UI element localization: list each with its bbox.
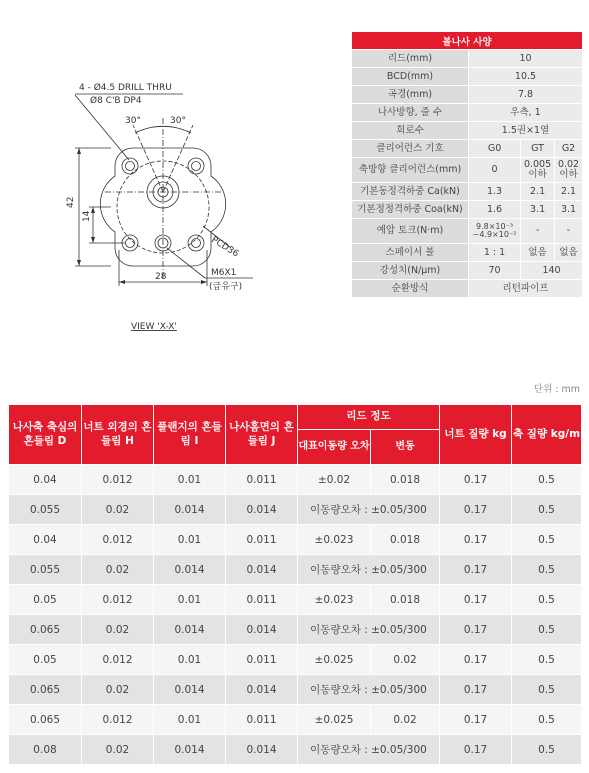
cell-rep-error: ±0.02 <box>298 465 371 495</box>
table-row <box>9 555 582 585</box>
cell-rep-error: ±0.025 <box>298 705 371 735</box>
spec-spacer-label: 스페이서 볼 <box>352 244 469 262</box>
cell-shaft-mass: 0.5 <box>512 585 582 615</box>
cell-nut-mass: 0.17 <box>440 465 512 495</box>
flange-drawing <box>55 78 285 333</box>
spec-clearance-gt: GT <box>521 140 555 158</box>
cell-groove-runout: 0.011 <box>226 705 298 735</box>
cell-groove-runout: 0.014 <box>226 615 298 645</box>
cell-lead-error: 이동량오차 : ±0.05/300 <box>298 555 440 585</box>
cell-lead-error: 이동량오차 : ±0.05/300 <box>298 735 440 765</box>
spec-dynamic-2: 2.1 <box>555 183 583 201</box>
cell-shaft-mass: 0.5 <box>512 645 582 675</box>
spec-circulation-label: 순환방식 <box>352 280 469 298</box>
cell-shaft-runout: 0.08 <box>9 735 82 765</box>
header-flange-runout: 플랜지의 흔들림 I <box>154 405 226 465</box>
cell-nut-runout: 0.02 <box>82 615 154 645</box>
cell-variation: 0.018 <box>371 585 440 615</box>
dim-height-label: 42 <box>66 196 76 208</box>
header-nut-runout: 너트 외경의 흔들림 H <box>82 405 154 465</box>
header-variation: 변동 <box>371 430 440 465</box>
table-row <box>9 705 582 735</box>
spec-circuits-label: 회로수 <box>352 122 469 140</box>
cell-shaft-runout: 0.05 <box>9 585 82 615</box>
cell-shaft-mass: 0.5 <box>512 615 582 645</box>
spec-circuits-value: 1.5권×1열 <box>469 122 583 140</box>
spec-lead-value: 10 <box>469 50 583 68</box>
spec-static-2: 3.1 <box>555 201 583 219</box>
header-shaft-mass: 축 질량 kg/m <box>512 405 582 465</box>
cell-groove-runout: 0.014 <box>226 495 298 525</box>
cell-nut-runout: 0.012 <box>82 705 154 735</box>
spec-axial-2: 0.02 이하 <box>555 158 583 183</box>
cell-shaft-mass: 0.5 <box>512 555 582 585</box>
cell-groove-runout: 0.014 <box>226 555 298 585</box>
spec-static-0: 1.6 <box>469 201 521 219</box>
spec-spacer-2: 없음 <box>555 244 583 262</box>
cell-shaft-mass: 0.5 <box>512 495 582 525</box>
spec-root-label: 곡경(mm) <box>352 86 469 104</box>
spec-dynamic-0: 1.3 <box>469 183 521 201</box>
drill-note-line1: 4 - Ø4.5 DRILL THRU <box>79 83 172 93</box>
spec-spacer-0: 1 : 1 <box>469 244 521 262</box>
header-lead-accuracy: 리드 정도 <box>298 405 440 430</box>
table-row <box>9 525 582 555</box>
cell-groove-runout: 0.011 <box>226 645 298 675</box>
cell-flange-runout: 0.014 <box>154 675 226 705</box>
spec-clearance-g2: G2 <box>555 140 583 158</box>
cell-nut-runout: 0.012 <box>82 465 154 495</box>
spec-preload-0: 9.8×10⁻³ ~4.9×10⁻² <box>469 219 521 244</box>
cell-shaft-runout: 0.04 <box>9 465 82 495</box>
drill-note-line2: Ø8 C'B DP4 <box>90 96 142 106</box>
cell-variation: 0.018 <box>371 525 440 555</box>
cell-shaft-runout: 0.065 <box>9 705 82 735</box>
spec-direction-value: 우측, 1 <box>469 104 583 122</box>
cell-shaft-runout: 0.04 <box>9 525 82 555</box>
spec-axial-0: 0 <box>469 158 521 183</box>
pcd-label: PCD36 <box>209 235 241 260</box>
cell-shaft-runout: 0.065 <box>9 675 82 705</box>
cell-nut-runout: 0.02 <box>82 735 154 765</box>
table-row <box>9 735 582 765</box>
cell-nut-mass: 0.17 <box>440 705 512 735</box>
cell-shaft-runout: 0.05 <box>9 645 82 675</box>
cell-rep-error: ±0.023 <box>298 525 371 555</box>
spec-direction-label: 나사방향, 줄 수 <box>352 104 469 122</box>
cell-rep-error: ±0.023 <box>298 585 371 615</box>
cell-shaft-mass: 0.5 <box>512 705 582 735</box>
table-row <box>9 645 582 675</box>
spec-bcd-value: 10.5 <box>469 68 583 86</box>
cell-shaft-mass: 0.5 <box>512 465 582 495</box>
spec-clearance-g0: G0 <box>469 140 521 158</box>
cell-nut-mass: 0.17 <box>440 675 512 705</box>
cell-flange-runout: 0.014 <box>154 495 226 525</box>
tap-note-label: (급유구) <box>209 282 243 292</box>
header-shaft-runout: 나사축 축심의 흔들림 D <box>9 405 82 465</box>
ballscrew-spec-table <box>351 31 583 298</box>
spec-bcd-label: BCD(mm) <box>352 68 469 86</box>
spec-rigidity-0: 70 <box>469 262 521 280</box>
angle-right-label: 30° <box>170 116 186 126</box>
cell-nut-mass: 0.17 <box>440 495 512 525</box>
cell-shaft-mass: 0.5 <box>512 525 582 555</box>
cell-groove-runout: 0.011 <box>226 465 298 495</box>
angle-left-label: 30° <box>125 116 141 126</box>
cell-nut-runout: 0.012 <box>82 645 154 675</box>
view-label: VIEW 'X-X' <box>131 322 177 332</box>
spec-circulation-value: 리턴파이프 <box>469 280 583 298</box>
table-row <box>9 675 582 705</box>
cell-shaft-runout: 0.065 <box>9 615 82 645</box>
cell-flange-runout: 0.014 <box>154 555 226 585</box>
cell-variation: 0.018 <box>371 465 440 495</box>
table-row <box>9 615 582 645</box>
table-row <box>9 465 582 495</box>
spec-axial-1: 0.005 이하 <box>521 158 555 183</box>
header-groove-runout: 나사홈면의 흔들림 J <box>226 405 298 465</box>
spec-rigidity-label: 강성치(N/μm) <box>352 262 469 280</box>
cell-rep-error: ±0.025 <box>298 645 371 675</box>
cell-nut-mass: 0.17 <box>440 645 512 675</box>
spec-static-1: 3.1 <box>521 201 555 219</box>
spec-clearance-label: 클리어런스 기호 <box>352 140 469 158</box>
dim-width-label: 28 <box>155 272 167 282</box>
spec-title: 볼나사 사양 <box>352 32 583 50</box>
cell-nut-mass: 0.17 <box>440 585 512 615</box>
unit-label: 단위 : mm <box>533 384 580 395</box>
cell-lead-error: 이동량오차 : ±0.05/300 <box>298 495 440 525</box>
cell-flange-runout: 0.01 <box>154 645 226 675</box>
spec-dynamic-label: 기본동정격하중 Ca(kN) <box>352 183 469 201</box>
cell-shaft-mass: 0.5 <box>512 675 582 705</box>
cell-flange-runout: 0.014 <box>154 735 226 765</box>
spec-dynamic-1: 2.1 <box>521 183 555 201</box>
cell-groove-runout: 0.011 <box>226 585 298 615</box>
cell-nut-mass: 0.17 <box>440 615 512 645</box>
cell-groove-runout: 0.011 <box>226 525 298 555</box>
cell-shaft-mass: 0.5 <box>512 735 582 765</box>
dim-half-label: 14 <box>82 210 92 222</box>
cell-flange-runout: 0.014 <box>154 615 226 645</box>
header-nut-mass: 너트 질량 kg <box>440 405 512 465</box>
header-rep-error: 대표이동량 오차 <box>298 430 371 465</box>
cell-nut-runout: 0.02 <box>82 555 154 585</box>
spec-axial-label: 축방향 클리어런스(mm) <box>352 158 469 183</box>
cell-flange-runout: 0.01 <box>154 465 226 495</box>
cell-nut-mass: 0.17 <box>440 555 512 585</box>
spec-preload-1: - <box>521 219 555 244</box>
cell-nut-mass: 0.17 <box>440 525 512 555</box>
cell-flange-runout: 0.01 <box>154 705 226 735</box>
cell-nut-runout: 0.012 <box>82 585 154 615</box>
spec-spacer-1: 없음 <box>521 244 555 262</box>
cell-nut-runout: 0.02 <box>82 675 154 705</box>
spec-preload-2: - <box>555 219 583 244</box>
table-row <box>9 585 582 615</box>
cell-groove-runout: 0.014 <box>226 675 298 705</box>
cell-shaft-runout: 0.055 <box>9 495 82 525</box>
accuracy-table <box>8 404 582 765</box>
cell-flange-runout: 0.01 <box>154 525 226 555</box>
cell-lead-error: 이동량오차 : ±0.05/300 <box>298 615 440 645</box>
cell-flange-runout: 0.01 <box>154 585 226 615</box>
table-row <box>9 495 582 525</box>
tap-label: M6X1 <box>211 268 237 278</box>
cell-lead-error: 이동량오차 : ±0.05/300 <box>298 675 440 705</box>
cell-shaft-runout: 0.055 <box>9 555 82 585</box>
spec-rigidity-1: 140 <box>521 262 583 280</box>
spec-preload-label: 예압 토크(N·m) <box>352 219 469 244</box>
cell-variation: 0.02 <box>371 645 440 675</box>
spec-lead-label: 리드(mm) <box>352 50 469 68</box>
cell-groove-runout: 0.014 <box>226 735 298 765</box>
cell-nut-runout: 0.02 <box>82 495 154 525</box>
cell-nut-mass: 0.17 <box>440 735 512 765</box>
spec-root-value: 7.8 <box>469 86 583 104</box>
cell-variation: 0.02 <box>371 705 440 735</box>
spec-static-label: 기본정정격하중 Coa(kN) <box>352 201 469 219</box>
cell-nut-runout: 0.012 <box>82 525 154 555</box>
